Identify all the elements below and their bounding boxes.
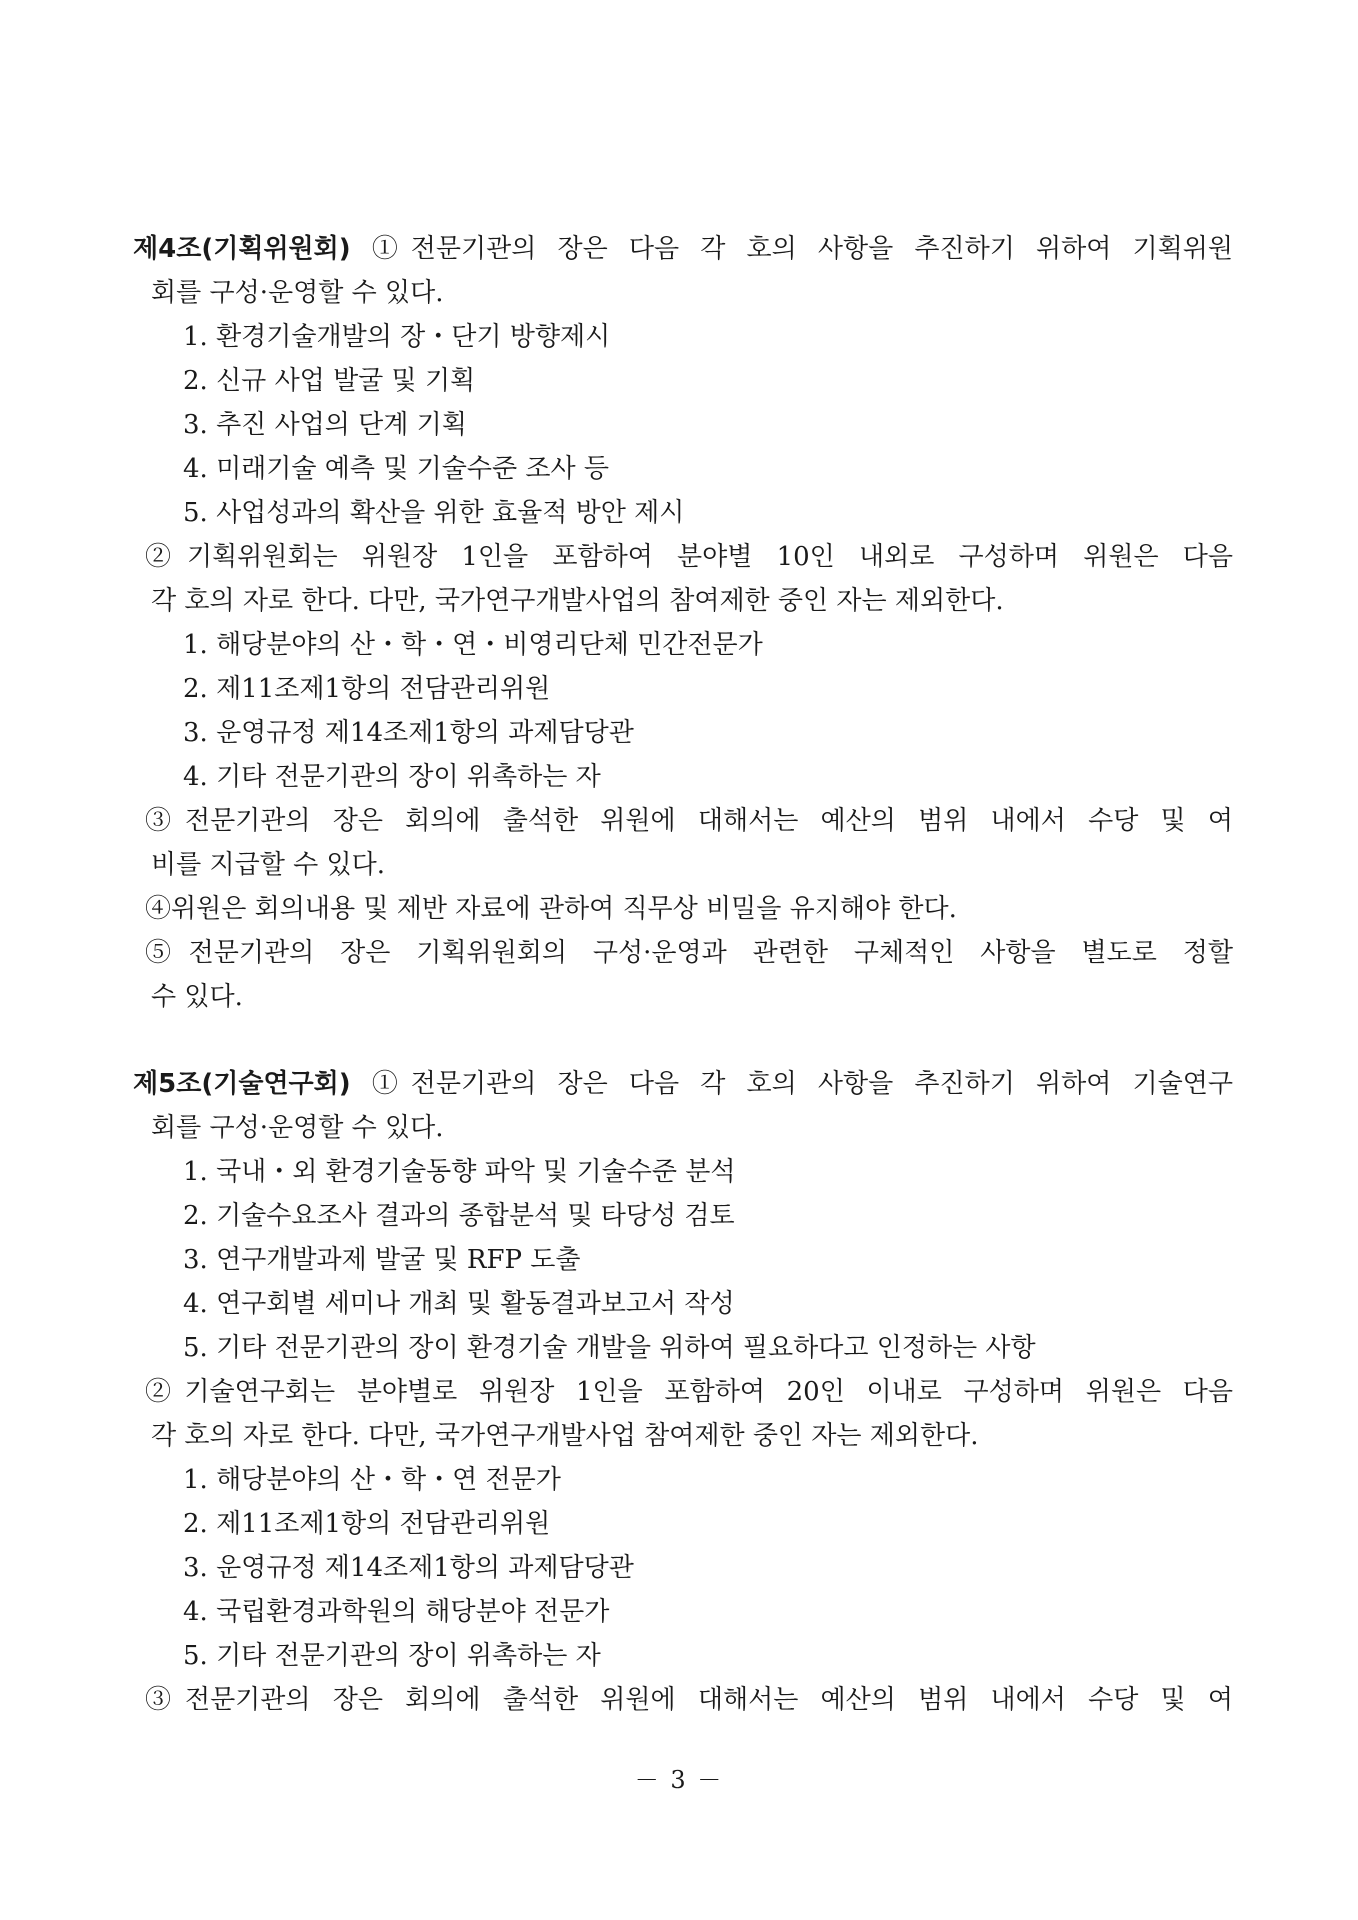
article-4-clause-2-continuation: 각 호의 자로 한다. 다만, 국가연구개발사업의 참여제한 중인 자는 제외한다. xyxy=(151,586,1004,616)
article-4-item: 3. 추진 사업의 단계 기획 xyxy=(183,410,467,440)
article-4-clause-2-text: ②기획위원회는 위원장 1인을 포함하여 분야별 10인 내외로 구성하며 위원은 다음 xyxy=(145,542,1233,572)
article-4-item: 2. 신규 사업 발굴 및 기획 xyxy=(183,366,476,396)
article-5-clause-2-continuation: 각 호의 자로 한다. 다만, 국가연구개발사업 참여제한 중인 자는 제외한다. xyxy=(151,1421,979,1451)
article-5-member-item: 2. 제11조제1항의 전담관리위원 xyxy=(183,1509,551,1539)
article-5-first-line xyxy=(133,1062,1233,1106)
article-5-clause-3-text: ③전문기관의 장은 회의에 출석한 위원에 대해서는 예산의 범위 내에서 수당 및 여 xyxy=(145,1685,1233,1715)
article-4-item: 5. 사업성과의 확산을 위한 효율적 방안 제시 xyxy=(183,498,685,528)
article-5-member-item: 5. 기타 전문기관의 장이 위촉하는 자 xyxy=(183,1641,601,1671)
article-4-clause-5-text: ⑤전문기관의 장은 기획위원회의 구성·운영과 관련한 구체적인 사항을 별도로 정할 xyxy=(145,938,1233,968)
article-5-clause-1-text: ①전문기관의 장은 다음 각 호의 사항을 추진하기 위하여 기술연구 xyxy=(371,1069,1234,1099)
article-5-item: 5. 기타 전문기관의 장이 환경기술 개발을 위하여 필요하다고 인정하는 사항 xyxy=(183,1333,1036,1363)
article-4-item: 4. 미래기술 예측 및 기술수준 조사 등 xyxy=(183,454,610,484)
article-4-clause-1-text: ①전문기관의 장은 다음 각 호의 사항을 추진하기 위하여 기획위원 xyxy=(371,234,1234,264)
article-4-clause-1-continuation: 회를 구성·운영할 수 있다. xyxy=(151,278,444,308)
article-4-first-line xyxy=(133,227,1233,271)
article-4-member-item: 4. 기타 전문기관의 장이 위촉하는 자 xyxy=(183,762,601,792)
article-5-member-item: 4. 국립환경과학원의 해당분야 전문가 xyxy=(183,1597,610,1627)
article-5-clause-1-continuation: 회를 구성·운영할 수 있다. xyxy=(151,1113,444,1143)
article-5-member-item: 1. 해당분야의 산・학・연 전문가 xyxy=(183,1465,561,1495)
article-4-clause-3-continuation: 비를 지급할 수 있다. xyxy=(151,850,385,880)
article-4-member-item: 1. 해당분야의 산・학・연・비영리단체 민간전문가 xyxy=(183,630,763,660)
article-4-member-item: 2. 제11조제1항의 전담관리위원 xyxy=(183,674,551,704)
article-4-item: 1. 환경기술개발의 장・단기 방향제시 xyxy=(183,322,611,352)
page-number: － 3 － xyxy=(634,1766,724,1794)
article-4-clause-4-text: ④위원은 회의내용 및 제반 자료에 관하여 직무상 비밀을 유지해야 한다. xyxy=(145,894,957,924)
article-4-member-item: 3. 운영규정 제14조제1항의 과제담당관 xyxy=(183,718,634,748)
article-5-item: 1. 국내・외 환경기술동향 파악 및 기술수준 분석 xyxy=(183,1157,736,1187)
article-5-item: 3. 연구개발과제 발굴 및 RFP 도출 xyxy=(183,1245,581,1275)
article-5-item: 2. 기술수요조사 결과의 종합분석 및 타당성 검토 xyxy=(183,1201,735,1231)
article-5-clause-2-text: ②기술연구회는 분야별로 위원장 1인을 포함하여 20인 이내로 구성하며 위원은 다음 xyxy=(145,1377,1233,1407)
article-5-heading: 제5조(기술연구회) xyxy=(133,1069,351,1099)
article-5-member-item: 3. 운영규정 제14조제1항의 과제담당관 xyxy=(183,1553,634,1583)
article-4-clause-3-text: ③전문기관의 장은 회의에 출석한 위원에 대해서는 예산의 범위 내에서 수당 및 여 xyxy=(145,806,1233,836)
article-4-heading: 제4조(기획위원회) xyxy=(133,234,351,264)
article-4-clause-5-continuation: 수 있다. xyxy=(151,982,243,1012)
article-5-item: 4. 연구회별 세미나 개최 및 활동결과보고서 작성 xyxy=(183,1289,735,1319)
